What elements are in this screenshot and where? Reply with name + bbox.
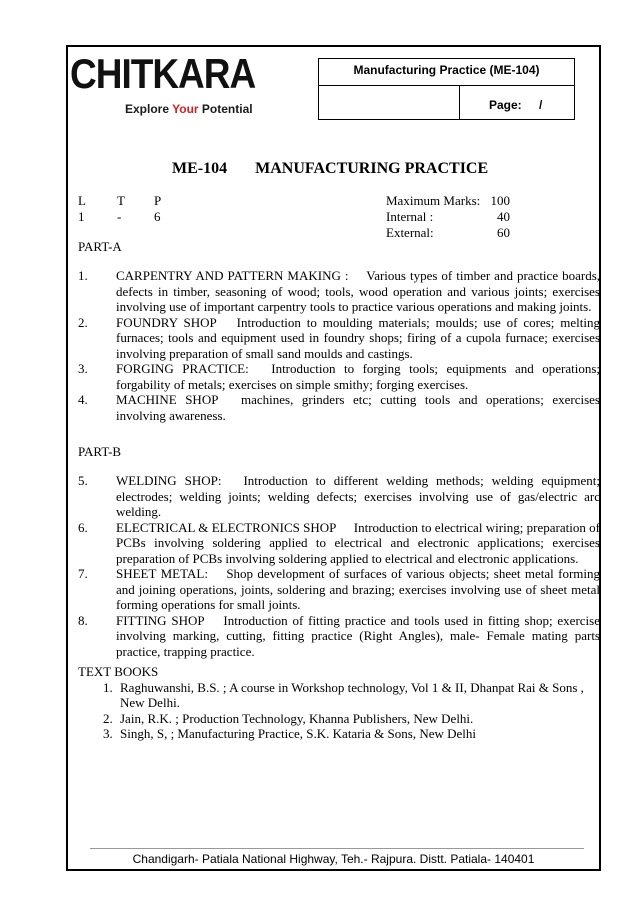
header-info-box <box>318 58 575 120</box>
item-heading: MACHINE SHOP <box>116 392 219 407</box>
item-heading: FITTING SHOP <box>116 612 205 628</box>
item-heading: ELECTRICAL & ELECTRONICS SHOP <box>116 519 337 535</box>
ltp-l-val: 1 <box>78 209 85 224</box>
item-text: Introduction to different welding methods; welding equipment; electrodes; welding joints; welding defects; exercises involving use of gas/electric arc welding. <box>116 473 601 519</box>
header-divider <box>459 85 460 120</box>
part-b-list <box>78 473 600 659</box>
item-text: Shop development of surfaces of various objects; sheet metal forming and joining operations, joints, soldering and brazing; exercises involving use of sheet metal forming operations for small joints. <box>116 566 601 612</box>
ltp-p-val: 6 <box>154 209 161 224</box>
item-number: 4. <box>78 392 88 407</box>
list-item <box>78 392 600 423</box>
logo <box>70 50 300 116</box>
external-value: 60 <box>497 225 510 240</box>
list-item: 2. Jain, R.K. ; Production Technology, Khanna Publishers, New Delhi. <box>116 711 598 727</box>
tagline <box>125 102 253 116</box>
list-item <box>78 520 600 567</box>
item-number: 5. <box>78 473 88 488</box>
item-text: Introduction of fitting practice and tools used in fitting shop; exercise involving marking, cutting, fitting practice (Right Angles), male- Female mating parts practice, trapping practice. <box>116 612 600 659</box>
item-heading: FOUNDRY SHOP <box>116 314 217 330</box>
list-item <box>78 473 600 520</box>
logo-text: CHITKARA <box>70 50 256 97</box>
item-text: Introduction to moulding materials; moulds; use of cores; melting furnaces; tools and equipment used in foundry shops; firing of a cupola furnace; exercises involving preparation of small sand moulds and castings. <box>116 314 600 361</box>
footer-divider <box>90 848 584 849</box>
ltp-p-head: P <box>154 193 162 208</box>
page-label: Page: <box>489 98 522 112</box>
ltp-t-head: T <box>117 193 125 208</box>
part-a-list <box>78 268 600 423</box>
list-item <box>78 566 600 613</box>
tagline-pre: Explore <box>125 102 173 116</box>
internal-label: Internal : <box>386 209 434 224</box>
text-books-title: TEXT BOOKS <box>78 664 159 679</box>
ltp-t-val: - <box>117 209 122 224</box>
item-number: 1. <box>78 268 88 283</box>
part-a-heading: PART-A <box>78 239 122 254</box>
part-b-heading: PART-B <box>78 444 122 459</box>
ltp-l-head: L <box>78 193 86 208</box>
header-box-title: Manufacturing Practice (ME-104) <box>319 59 574 86</box>
page-value: / <box>539 98 543 112</box>
item-text: machines, grinders etc; cutting tools and operations; exercises involving awareness. <box>116 392 600 423</box>
ltp-col-p <box>154 193 161 225</box>
list-item <box>78 268 600 315</box>
list-item <box>78 315 600 362</box>
course-code: ME-104 <box>172 160 228 177</box>
item-heading: WELDING SHOP: <box>116 473 222 488</box>
item-heading: SHEET METAL: <box>116 566 208 581</box>
text-books-list-wrap <box>78 680 598 742</box>
marks-values <box>480 193 510 241</box>
list-item <box>78 361 600 392</box>
item-text: Introduction to electrical wiring; preparation of PCBs involving soldering applied to electrical and electronic applications; exercises preparation of PCBs involving soldering applied to electrical and electronic applications. <box>116 519 601 566</box>
item-number: 8. <box>78 612 88 628</box>
internal-value: 40 <box>497 209 510 224</box>
text-books-section <box>78 664 598 742</box>
item-number: 6. <box>78 519 88 535</box>
tagline-post: Potential <box>198 102 253 116</box>
ltp-col-l <box>78 193 86 225</box>
list-item <box>78 613 600 660</box>
max-marks-value: 100 <box>490 193 510 208</box>
item-text: Introduction to forging tools; equipments and operations; forgability of metals; exercises on simple smithy; forging exercises. <box>116 361 600 392</box>
tagline-accent: Your <box>172 102 199 116</box>
course-title <box>172 160 488 178</box>
footer-address: Chandigarh- Patiala National Highway, Teh.- Rajpura. Distt. Patiala- 140401 <box>132 852 535 866</box>
item-heading: CARPENTRY AND PATTERN MAKING : <box>116 268 349 283</box>
external-label: External: <box>386 225 434 240</box>
header-page-row <box>319 85 574 120</box>
list-item: 3. Singh, S, ; Manufacturing Practice, S.K. Kataria & Sons, New Delhi <box>116 726 598 742</box>
ltp-col-t <box>117 193 125 225</box>
item-text: Various types of timber and practice boards, defects in timber, seasoning of wood; tools, wood operation and various joints; exercises involving use of important carpentry tools to practice various operations and making joints. <box>116 268 600 314</box>
marks-labels <box>386 193 480 241</box>
list-item: 1. Raghuwanshi, B.S. ; A course in Workshop technology, Vol 1 & II, Dhanpat Rai & Sons , New Delhi. <box>116 680 598 711</box>
item-number: 2. <box>78 314 88 330</box>
item-number: 7. <box>78 566 88 581</box>
item-heading: FORGING PRACTICE: <box>116 361 249 376</box>
course-name: MANUFACTURING PRACTICE <box>255 160 489 177</box>
text-books-list <box>96 680 598 742</box>
item-number: 3. <box>78 361 88 376</box>
max-marks-label: Maximum Marks: <box>386 193 481 208</box>
